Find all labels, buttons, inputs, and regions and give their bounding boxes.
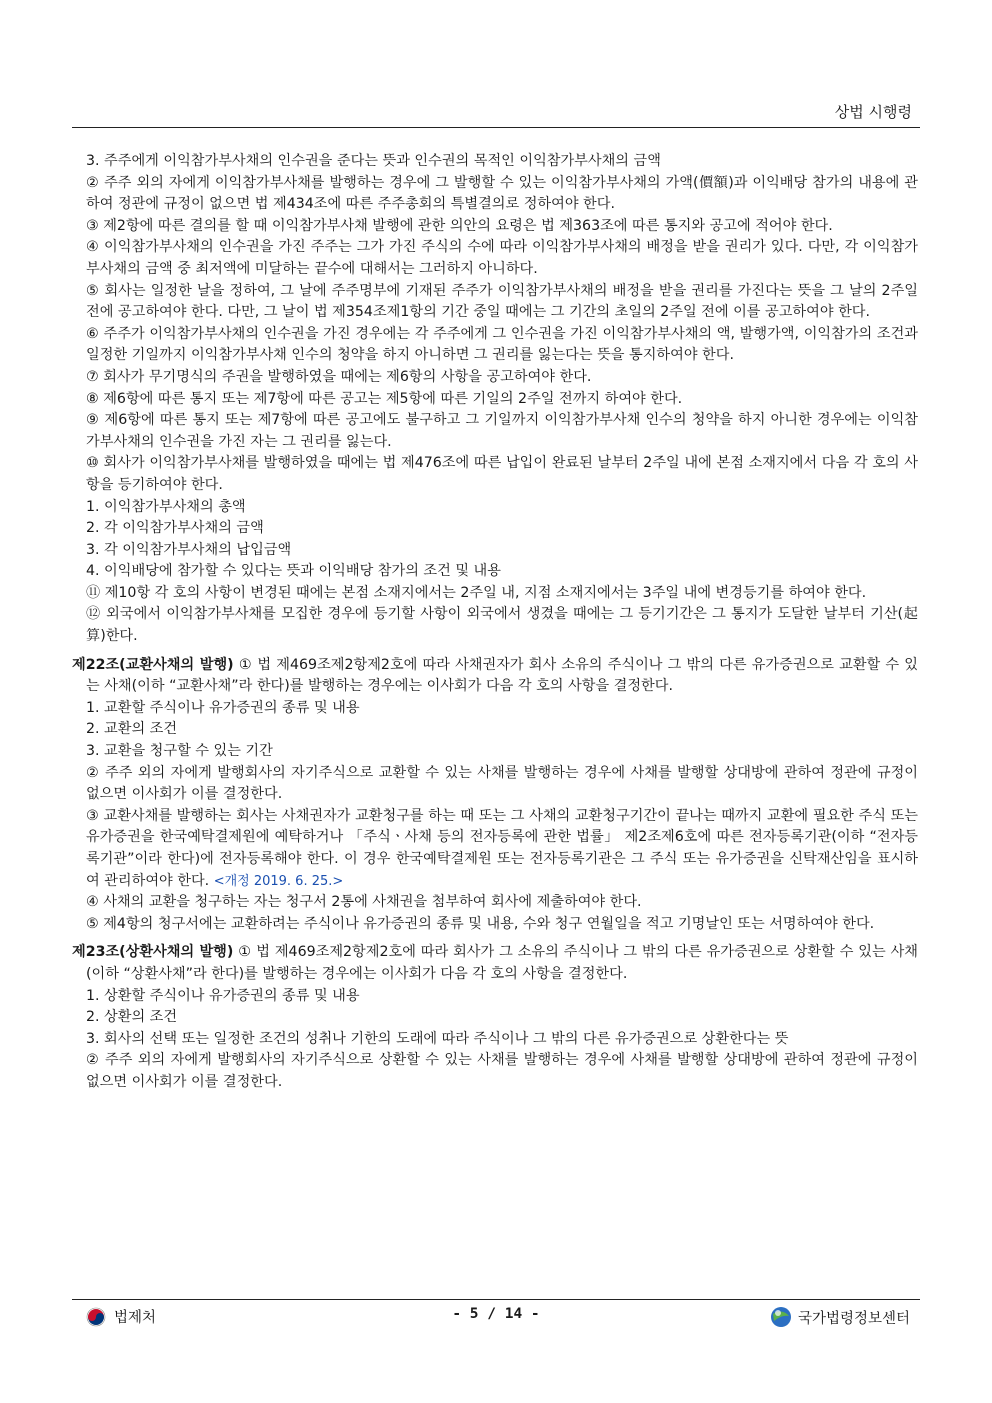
list-item: 2. 교환의 조건 — [86, 721, 178, 738]
globe-logo-icon — [770, 1306, 792, 1328]
paragraph: ③ 제2항에 따른 결의를 할 때 이익참가부사채 발행에 관한 의안의 요령은 법 제363조에 따른 통지와 공고에 적어야 한다. — [86, 217, 833, 234]
paragraph: ⑨ 제6항에 따른 통지 또는 제7항에 따른 공고에도 불구하고 그 기일까지 이익참가부사채 인수의 청약을 하지 아니한 경우에는 이익참가부사채의 인수권을 가진 자는 그 권리를 잃는다. — [86, 412, 918, 450]
paragraph: ⑩ 회사가 이익참가부사채를 발행하였을 때에는 법 제476조에 따른 납입이 완료된 날부터 2주일 내에 본점 소재지에서 다음 각 호의 사항을 등기하여야 한다. — [86, 455, 918, 493]
paragraph: ② 주주 외의 자에게 발행회사의 자기주식으로 상환할 수 있는 사채를 발행하는 경우에 사채를 발행할 상대방에 관하여 정관에 규정이 없으면 이사회가 이를 결정한다. — [86, 1052, 918, 1090]
paragraph: ⑥ 주주가 이익참가부사채의 인수권을 가진 경우에는 각 주주에게 그 인수권을 가진 이익참가부사채의 액, 발행가액, 이익참가의 조건과 일정한 기일까지 이익참가부사채 인수의 청약을 하지 아니하면 그 권리를 잃는다는 뜻을 통지하여야 한다. — [86, 325, 918, 364]
paragraph: ④ 이익참가부사채의 인수권을 가진 주주는 그가 가진 주식의 수에 따라 이익참가부사채의 배정을 받을 권리가 있다. 다만, 각 이익참가부사채의 금액 중 최저액에 미달하는 끝수에 대해서는 그러하지 아니하다. — [86, 239, 918, 277]
footer-center-name: 국가법령정보센터 — [797, 1310, 910, 1327]
article-22-text: ① 법 제469조제2항제2호에 따라 사채권자가 회사 소유의 주식이나 그 밖의 다른 유가증권으로 교환할 수 있는 사채(이하 “교환사채”라 한다)를 발행하는 경우에는 이사회가 다음 각 호의 사항을 결정한다. — [86, 656, 918, 695]
header-divider — [72, 127, 920, 128]
page-number: - 5 / 14 - — [452, 1306, 540, 1322]
paragraph: ⑪ 제10항 각 호의 사항이 변경된 때에는 본점 소재지에서는 2주일 내, 지점 소재지에서는 3주일 내에 변경등기를 하여야 한다. — [86, 584, 867, 601]
paragraph: ⑧ 제6항에 따른 통지 또는 제7항에 따른 공고는 제5항에 따른 기일의 2주일 전까지 하여야 한다. — [86, 390, 683, 407]
list-item: 3. 회사의 선택 또는 일정한 조건의 성취나 기한의 도래에 따라 주식이나 그 밖의 다른 유가증권으로 상환한다는 뜻 — [86, 1030, 789, 1047]
paragraph: 3. 주주에게 이익참가부사채의 인수권을 준다는 뜻과 인수권의 목적인 이익참가부사채의 금액 — [86, 153, 661, 169]
paragraph: ⑦ 회사가 무기명식의 주권을 발행하였을 때에는 제6항의 사항을 공고하여야 한다. — [86, 368, 592, 385]
list-item: 1. 교환할 주식이나 유가증권의 종류 및 내용 — [86, 699, 360, 716]
article-23-heading: 제23조(상환사채의 발행) — [72, 944, 234, 961]
paragraph: ④ 사채의 교환을 청구하는 자는 청구서 2통에 사채권을 첨부하여 회사에 제출하여야 한다. — [86, 894, 642, 911]
footer-agency-name: 법제처 — [114, 1310, 157, 1326]
paragraph: ⑤ 제4항의 청구서에는 교환하려는 주식이나 유가증권의 종류 및 내용, 수와 청구 연월일을 적고 기명날인 또는 서명하여야 한다. — [86, 915, 875, 932]
list-item: 1. 이익참가부사채의 총액 — [86, 498, 246, 515]
running-header-title: 상법 시행령 — [834, 103, 912, 121]
page-footer — [72, 1306, 920, 1330]
amendment-note: <개정 2019. 6. 25.> — [213, 873, 344, 889]
article-23-text: ① 법 제469조제2항제2호에 따라 회사가 그 소유의 주식이나 그 밖의 다른 유가증권으로 상환할 수 있는 사채(이하 “상환사채”라 한다)를 발행하는 경우에는 이사회가 다음 각 호의 사항을 결정한다. — [86, 944, 918, 982]
article-23 — [72, 942, 918, 985]
document-body — [72, 151, 918, 1094]
footer-divider — [72, 1299, 920, 1300]
article-22-heading: 제22조(교환사채의 발행) — [72, 656, 234, 673]
list-item: 3. 각 이익참가부사채의 납입금액 — [86, 541, 292, 558]
paragraph: ⑤ 회사는 일정한 날을 정하여, 그 날에 주주명부에 기재된 주주가 이익참가부사채의 배정을 받을 권리를 가진다는 뜻을 그 날의 2주일 전에 공고하여야 한다. 다만, 그 날이 법 제354조제1항의 기간 중일 때에는 그 기간의 초일의 2주일 전에 이를 공고하여야 한다. — [86, 282, 918, 321]
paragraph-text: ③ 교환사채를 발행하는 회사는 사채권자가 교환청구를 하는 때 또는 그 사채의 교환청구기간이 끝나는 때까지 교환에 필요한 주식 또는 유가증권을 한국예탁결제원에 예탁하거나 「주식ㆍ사채 등의 전자등록에 관한 법률」 제2조제6호에 따른 전자등록기관(이하 “전자등록기관”이라 한다)에 전자등록해야 한다. 이 경우 한국예탁결제원 또는 전자등록기관은 그 주식 또는 유가증권을 신탁재산임을 표시하여 관리하여야 한다. — [86, 807, 918, 889]
paragraph — [82, 806, 918, 892]
footer-right — [770, 1306, 910, 1328]
article-22 — [72, 655, 918, 698]
list-item: 3. 교환을 청구할 수 있는 기간 — [86, 743, 273, 760]
paragraph: ⑫ 외국에서 이익참가부사채를 모집한 경우에 등기할 사항이 외국에서 생겼을 때에는 그 등기기간은 그 통지가 도달한 날부터 기산(起算)한다. — [86, 606, 918, 645]
list-item: 2. 각 이익참가부사채의 금액 — [86, 520, 264, 537]
list-item: 4. 이익배당에 참가할 수 있다는 뜻과 이익배당 참가의 조건 및 내용 — [86, 563, 501, 580]
list-item: 1. 상환할 주식이나 유가증권의 종류 및 내용 — [86, 987, 360, 1004]
paragraph: ② 주주 외의 자에게 발행회사의 자기주식으로 교환할 수 있는 사채를 발행하는 경우에 사채를 발행할 상대방에 관하여 정관에 규정이 없으면 이사회가 이를 결정한다. — [86, 764, 918, 803]
paragraph: ② 주주 외의 자에게 이익참가부사채를 발행하는 경우에 그 발행할 수 있는 이익참가부사채의 가액(價額)과 이익배당 참가의 내용에 관하여 정관에 규정이 없으면 법 제434조에 따른 주주총회의 특별결의로 정하여야 한다. — [86, 174, 918, 213]
list-item: 2. 상환의 조건 — [86, 1009, 178, 1026]
